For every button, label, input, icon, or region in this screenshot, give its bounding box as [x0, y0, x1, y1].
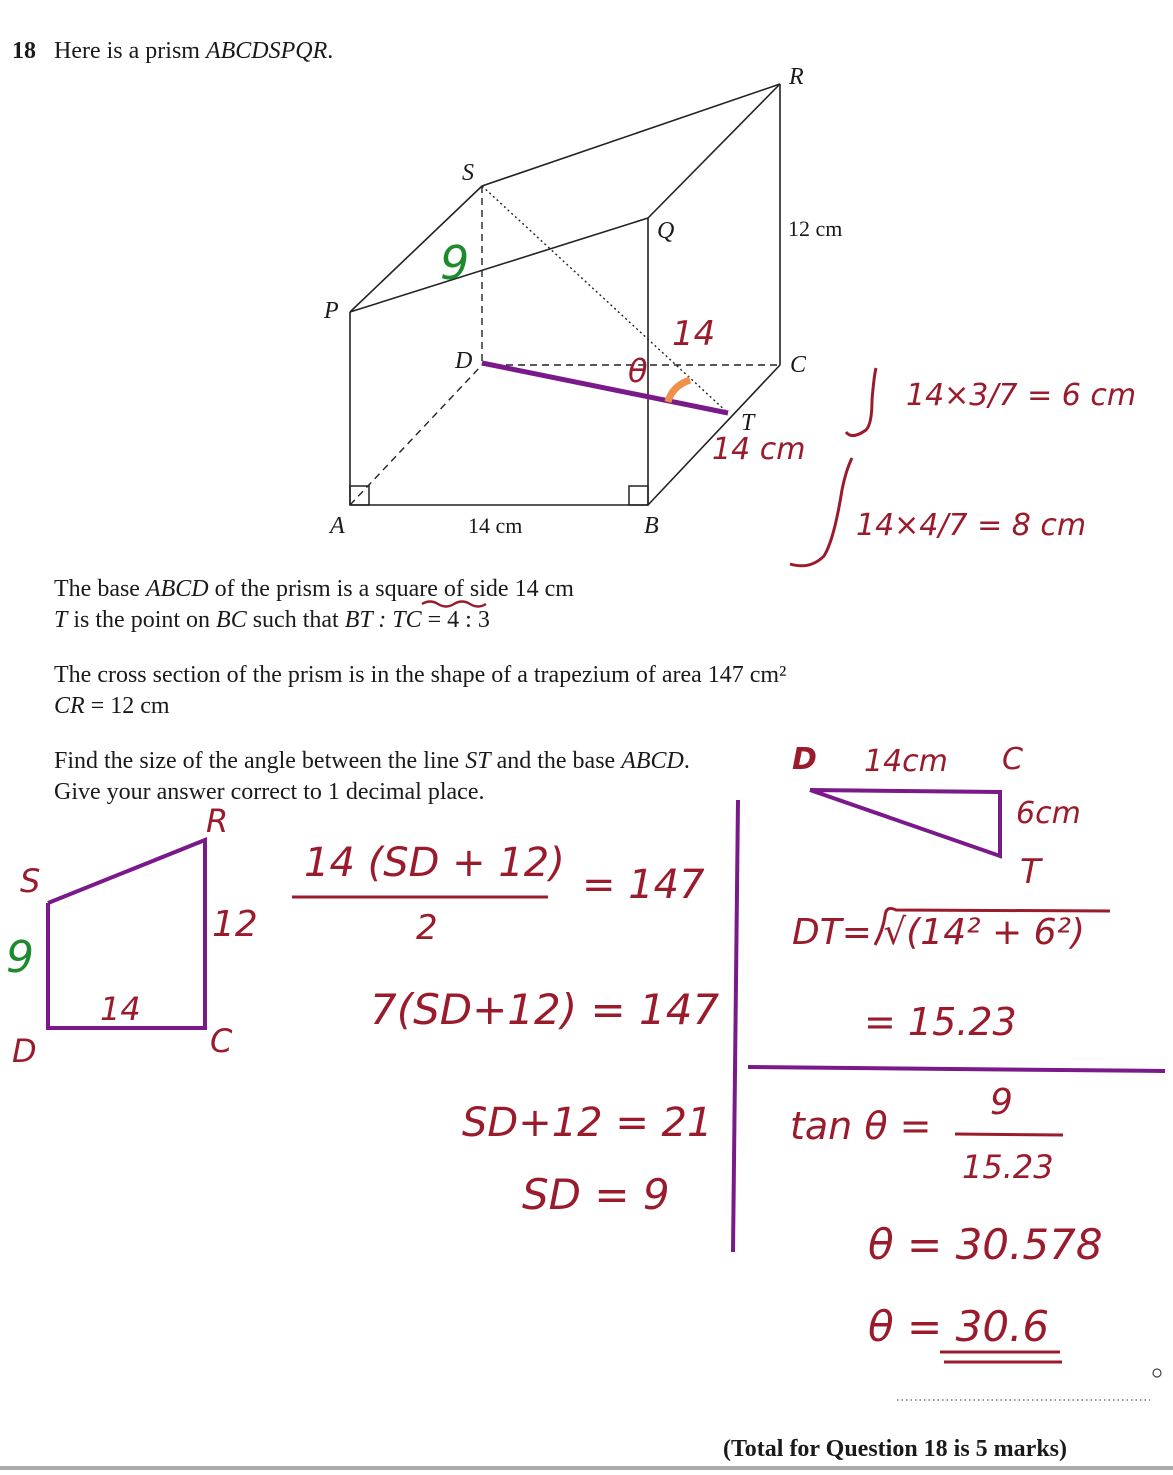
- label-d: D: [455, 348, 473, 374]
- para2-line2: CR = 12 cm: [54, 693, 170, 719]
- hw-split-2: 14×4/7 = 8 cm: [856, 508, 1087, 543]
- dt-line-1: DT= √(14² + 6²): [792, 912, 1085, 953]
- paragraph-task: [54, 746, 690, 808]
- theta-line-2: [868, 1302, 1049, 1351]
- brace-lower: [790, 458, 852, 566]
- right-angle-b: [629, 486, 648, 505]
- tri-label-d: D: [792, 742, 817, 777]
- total-marks: (Total for Question 18 is 5 marks): [722, 1436, 1067, 1462]
- trap-label-r: R: [206, 802, 229, 840]
- tan-denominator: 15.23: [962, 1148, 1054, 1186]
- angle-arc: [668, 380, 690, 402]
- hw-split-1: 14×3/7 = 6 cm: [906, 378, 1137, 413]
- tri-label-c: C: [1002, 742, 1023, 777]
- paragraph-base: [54, 574, 574, 636]
- para3-line2: Give your answer correct to 1 decimal place.: [54, 779, 485, 805]
- dt-line-2: = 15.23: [864, 1000, 1017, 1044]
- trap-label-c: C: [210, 1022, 233, 1060]
- work-equals: = 147: [582, 862, 705, 908]
- tan-numerator: 9: [990, 1082, 1013, 1123]
- label-r: R: [789, 64, 804, 90]
- horizontal-divider: [748, 1067, 1165, 1071]
- label-s: S: [462, 160, 474, 186]
- prism-name: ABCDSPQR: [205, 38, 328, 64]
- tan-lhs: tan θ =: [790, 1104, 932, 1148]
- trap-label-d: D: [12, 1032, 37, 1070]
- dim-ab: 14 cm: [468, 513, 523, 538]
- hw-sd-value: 9: [440, 236, 470, 290]
- trap-label-left: 9: [6, 932, 34, 983]
- work-denominator: 2: [416, 908, 438, 948]
- tri-label-t: T: [1020, 852, 1041, 892]
- hw-dt-length: 14: [672, 314, 716, 354]
- hw-bc-length: 14 cm: [712, 432, 806, 467]
- trap-label-right: 12: [212, 904, 258, 945]
- small-circle: [1153, 1369, 1161, 1377]
- intro-end: .: [327, 38, 334, 64]
- label-q: Q: [657, 218, 675, 244]
- triangle-sketch: [810, 790, 1000, 856]
- work-step2: 7(SD+12) = 147: [370, 985, 720, 1034]
- question-number: 18: [12, 38, 36, 64]
- tri-label-side: 6cm: [1016, 796, 1081, 831]
- tan-fraction-bar: [955, 1134, 1063, 1135]
- hw-theta-mark: θ: [628, 352, 648, 390]
- dim-cr: 12 cm: [788, 216, 843, 241]
- para3-line1: Find the size of the angle between the line ST and the base ABCD.: [54, 748, 690, 774]
- theta-line-1: θ = 30.578: [868, 1220, 1103, 1269]
- para1-line1: The base ABCD of the prism is a square of side 14 cm: [54, 576, 574, 602]
- label-t: T: [741, 410, 755, 436]
- tri-label-top: 14cm: [864, 744, 948, 779]
- line-st: [482, 186, 728, 413]
- theta2-lhs: θ =: [868, 1302, 943, 1351]
- para2-line1: The cross section of the prism is in the shape of a trapezium of area 147 cm²: [54, 662, 787, 688]
- brace-upper: [846, 368, 876, 436]
- final-answer: 30.6: [955, 1302, 1050, 1351]
- paragraph-cross-section: [54, 660, 786, 722]
- trap-label-bottom: 14: [100, 990, 141, 1028]
- label-p: P: [324, 298, 339, 324]
- line-dt: [482, 363, 728, 413]
- work-step3: SD+12 = 21: [462, 1100, 713, 1146]
- label-c: C: [790, 352, 807, 378]
- work-numerator: 14 (SD + 12): [304, 840, 565, 886]
- intro-text: Here is a prism: [54, 38, 206, 64]
- label-a: A: [330, 513, 345, 539]
- label-b: B: [644, 513, 659, 539]
- para1-line2: T is the point on BC such that BT : TC = 4 : 3: [54, 607, 490, 633]
- trap-label-s: S: [20, 862, 41, 900]
- work-step4: SD = 9: [522, 1170, 670, 1219]
- vertical-divider: [733, 800, 738, 1252]
